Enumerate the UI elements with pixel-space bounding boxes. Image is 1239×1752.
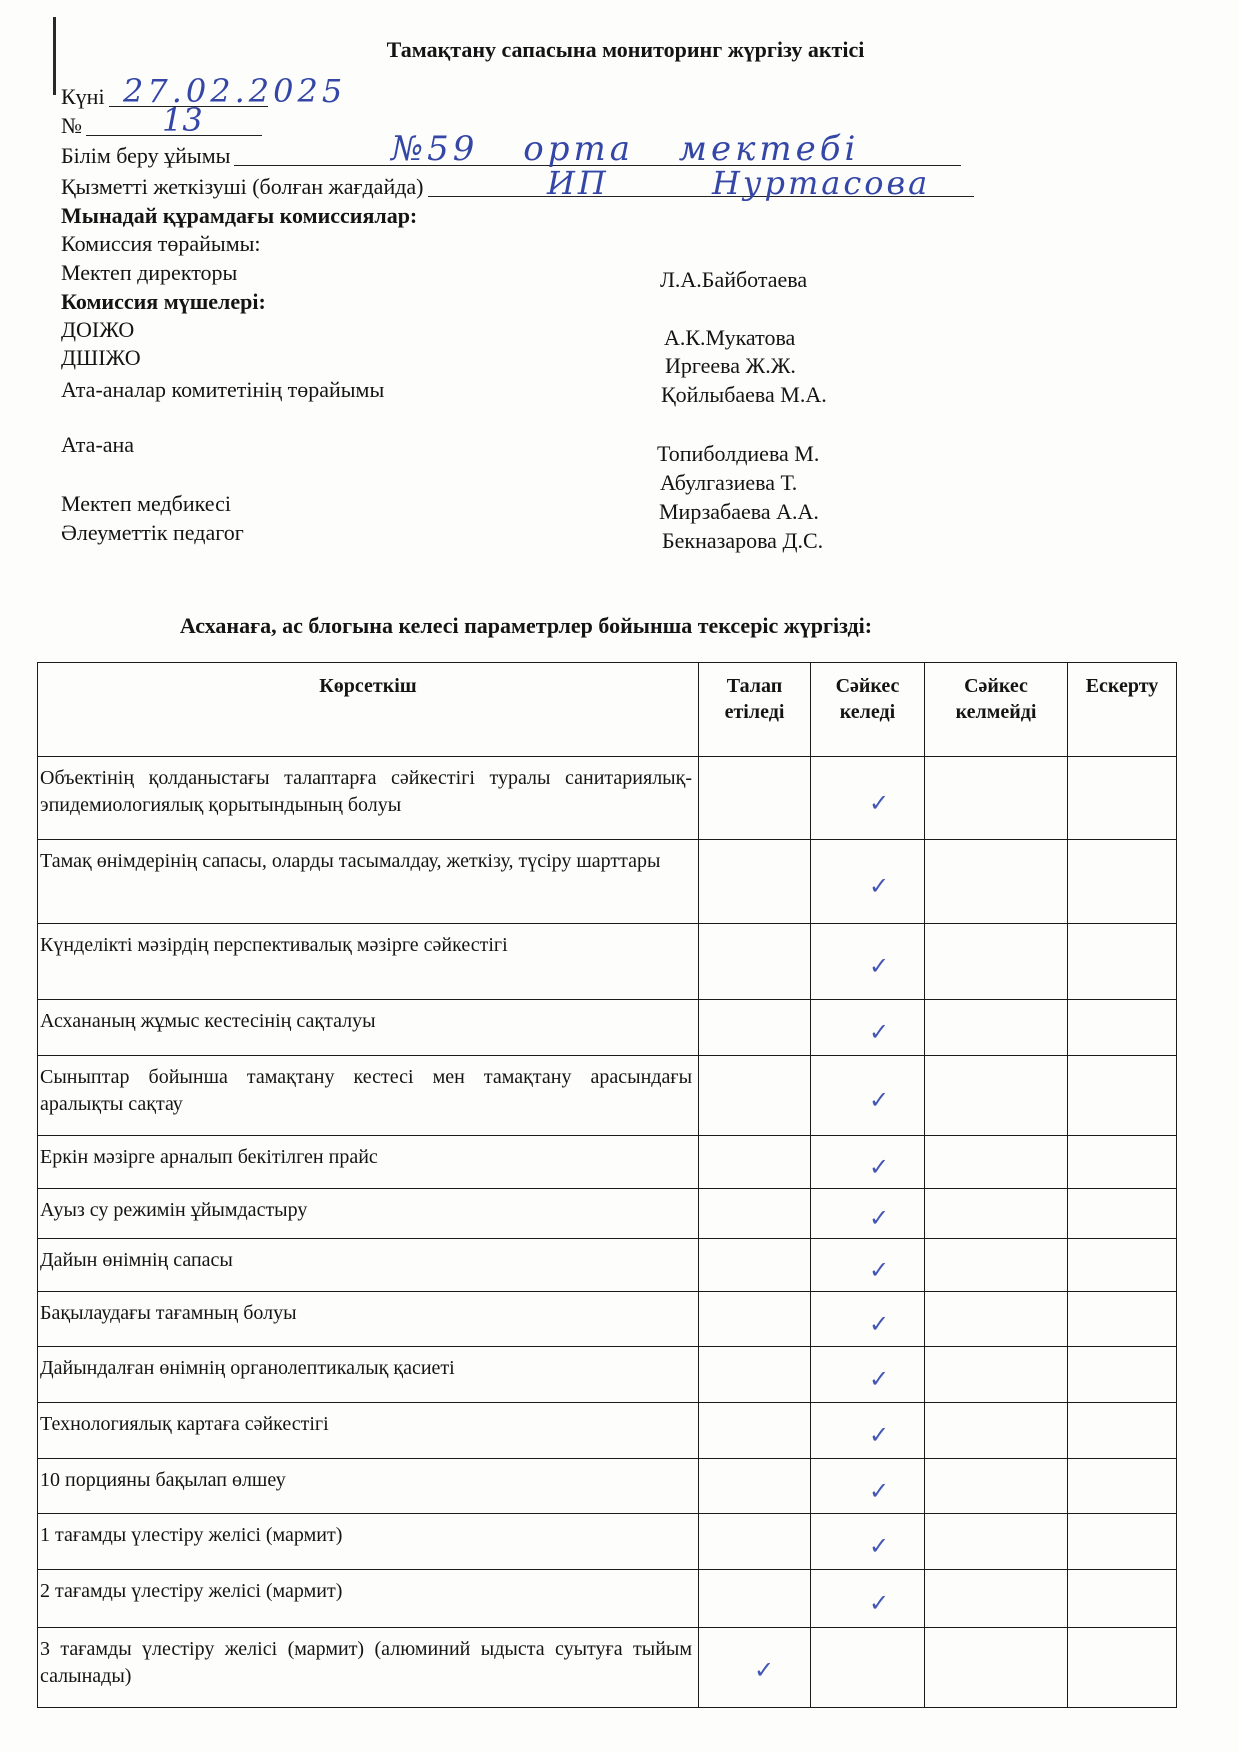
inspection-heading: Асханаға, ас блогына келесі параметрлер бойынша тексеріс жүргізді: bbox=[179, 613, 873, 638]
note-cell bbox=[1068, 840, 1177, 924]
not-complies-check-cell bbox=[925, 757, 1068, 840]
not-complies-check-cell bbox=[925, 1239, 1068, 1292]
required-check-cell: ✓ bbox=[699, 1628, 811, 1708]
complies-check-cell: ✓ bbox=[811, 1570, 925, 1628]
indicator-cell: Объектінің қолданыстағы талаптарға сәйкестігі туралы санитариялық-эпидемиологиялық қорытындының болуы bbox=[38, 757, 699, 840]
note-cell bbox=[1068, 1189, 1177, 1239]
complies-check-cell: ✓ bbox=[811, 1136, 925, 1189]
not-complies-check-cell bbox=[925, 924, 1068, 1000]
table-row bbox=[38, 1000, 1177, 1056]
indicator-cell: Күнделікті мәзірдің перспективалық мәзірге сәйкестігі bbox=[38, 924, 699, 1000]
table-row bbox=[38, 924, 1177, 1000]
chair-role: Мектеп директоры bbox=[61, 260, 238, 285]
not-complies-check-cell bbox=[925, 1347, 1068, 1403]
column-header-not-complies: Сәйкес келмейді bbox=[925, 663, 1068, 757]
indicator-cell: Ауыз су режимін ұйымдастыру bbox=[38, 1189, 699, 1239]
table-row bbox=[38, 1239, 1177, 1292]
indicator-cell: Дайындалған өнімнің органолептикалық қасиеті bbox=[38, 1347, 699, 1403]
commission-chair-heading: Комиссия төрайымы: bbox=[61, 231, 261, 256]
not-complies-check-cell bbox=[925, 1459, 1068, 1514]
complies-check-cell: ✓ bbox=[811, 1459, 925, 1514]
commission-heading: Мынадай құрамдағы комиссиялар: bbox=[61, 203, 418, 228]
number-handwritten-value: 13 bbox=[162, 101, 203, 139]
indicator-cell: Тамақ өнімдерінің сапасы, оларды тасымалдау, жеткізу, түсіру шарттары bbox=[38, 840, 699, 924]
member-role: Ата-ана bbox=[61, 432, 135, 457]
table-row bbox=[38, 1403, 1177, 1459]
note-cell bbox=[1068, 1628, 1177, 1708]
table-row bbox=[38, 1292, 1177, 1347]
table-row bbox=[38, 1056, 1177, 1136]
required-check-cell bbox=[699, 924, 811, 1000]
indicator-cell: Бақылаудағы тағамның болуы bbox=[38, 1292, 699, 1347]
indicator-cell: 2 тағамды үлестіру желісі (мармит) bbox=[38, 1570, 699, 1628]
number-field bbox=[61, 101, 262, 140]
column-header-note: Ескерту bbox=[1068, 663, 1177, 757]
member-name: Бекназарова Д.С. bbox=[662, 528, 824, 553]
member-role: ДОІЖО bbox=[61, 317, 135, 342]
note-cell bbox=[1068, 1570, 1177, 1628]
member-role: ДШІЖО bbox=[61, 345, 141, 370]
members-heading: Комиссия мүшелері: bbox=[61, 289, 266, 314]
indicator-cell: Сыныптар бойынша тамақтану кестесі мен тамақтану арасындағы аралықты сақтау bbox=[38, 1056, 699, 1136]
indicator-cell: Дайын өнімнің сапасы bbox=[38, 1239, 699, 1292]
not-complies-check-cell bbox=[925, 1136, 1068, 1189]
not-complies-check-cell bbox=[925, 840, 1068, 924]
table-body bbox=[38, 757, 1177, 1708]
required-check-cell bbox=[699, 1000, 811, 1056]
member-name: Мирзабаева А.А. bbox=[659, 499, 819, 524]
note-cell bbox=[1068, 1239, 1177, 1292]
not-complies-check-cell bbox=[925, 1056, 1068, 1136]
note-cell bbox=[1068, 1459, 1177, 1514]
supplier-label: Қызметті жеткізуші (болған жағдайда) bbox=[61, 174, 424, 199]
required-check-cell bbox=[699, 840, 811, 924]
date-handwritten-value: 27.02.2025 bbox=[123, 72, 347, 110]
required-check-cell bbox=[699, 1347, 811, 1403]
complies-check-cell: ✓ bbox=[811, 1189, 925, 1239]
required-check-cell bbox=[699, 1189, 811, 1239]
not-complies-check-cell bbox=[925, 1570, 1068, 1628]
member-name: Қойлыбаева М.А. bbox=[661, 382, 827, 407]
note-cell bbox=[1068, 1000, 1177, 1056]
indicator-cell: Еркін мәзірге арналып бекітілген прайс bbox=[38, 1136, 699, 1189]
supplier-field bbox=[61, 164, 974, 202]
note-cell bbox=[1068, 1056, 1177, 1136]
complies-check-cell: ✓ bbox=[811, 757, 925, 840]
note-cell bbox=[1068, 1292, 1177, 1347]
not-complies-check-cell bbox=[925, 1628, 1068, 1708]
member-role: Әлеуметтік педагог bbox=[61, 520, 244, 545]
complies-check-cell: ✓ bbox=[811, 1403, 925, 1459]
column-header-required: Талап етіледі bbox=[699, 663, 811, 757]
table-header-row bbox=[38, 663, 1177, 757]
not-complies-check-cell bbox=[925, 1403, 1068, 1459]
not-complies-check-cell bbox=[925, 1514, 1068, 1570]
complies-check-cell: ✓ bbox=[811, 924, 925, 1000]
complies-check-cell: ✓ bbox=[811, 1239, 925, 1292]
table-header bbox=[38, 663, 1177, 757]
required-check-cell bbox=[699, 1136, 811, 1189]
note-cell bbox=[1068, 1514, 1177, 1570]
table-row bbox=[38, 1189, 1177, 1239]
indicator-cell: 1 тағамды үлестіру желісі (мармит) bbox=[38, 1514, 699, 1570]
member-name: А.К.Мукатова bbox=[664, 325, 796, 350]
required-check-cell bbox=[699, 1056, 811, 1136]
complies-check-cell: ✓ bbox=[811, 1514, 925, 1570]
note-cell bbox=[1068, 924, 1177, 1000]
note-cell bbox=[1068, 1136, 1177, 1189]
required-check-cell bbox=[699, 1570, 811, 1628]
required-check-cell bbox=[699, 1403, 811, 1459]
complies-check-cell: ✓ bbox=[811, 1292, 925, 1347]
table-row bbox=[38, 1136, 1177, 1189]
indicator-cell: 10 порцияны бақылап өлшеу bbox=[38, 1459, 699, 1514]
required-check-cell bbox=[699, 1239, 811, 1292]
complies-check-cell: ✓ bbox=[811, 1056, 925, 1136]
member-name: Абулгазиева Т. bbox=[660, 470, 798, 495]
member-name: Топиболдиева М. bbox=[657, 441, 820, 466]
number-label: № bbox=[61, 113, 82, 138]
table-row bbox=[38, 840, 1177, 924]
required-check-cell bbox=[699, 1459, 811, 1514]
organization-label: Білім беру ұйымы bbox=[61, 143, 231, 168]
member-role: Мектеп медбикесі bbox=[61, 491, 231, 516]
organization-handwritten-value: №59 орта мектебі bbox=[391, 129, 860, 169]
note-cell bbox=[1068, 1347, 1177, 1403]
not-complies-check-cell bbox=[925, 1000, 1068, 1056]
date-label: Күні bbox=[61, 84, 105, 109]
required-check-cell bbox=[699, 1514, 811, 1570]
column-header-indicator: Көрсеткіш bbox=[38, 663, 699, 757]
column-header-complies: Сәйкес келеді bbox=[811, 663, 925, 757]
complies-check-cell: ✓ bbox=[811, 1000, 925, 1056]
indicator-cell: Технологиялық картаға сәйкестігі bbox=[38, 1403, 699, 1459]
table-row bbox=[38, 1570, 1177, 1628]
complies-check-cell: ✓ bbox=[811, 1347, 925, 1403]
table-row bbox=[38, 1628, 1177, 1708]
inspection-table bbox=[37, 662, 1177, 1708]
not-complies-check-cell bbox=[925, 1189, 1068, 1239]
note-cell bbox=[1068, 1403, 1177, 1459]
indicator-cell: 3 тағамды үлестіру желісі (мармит) (алюминий ыдыста суытуға тыйым салынады) bbox=[38, 1628, 699, 1708]
not-complies-check-cell bbox=[925, 1292, 1068, 1347]
complies-check-cell bbox=[811, 1628, 925, 1708]
supplier-handwritten-value: ИП Нуртасова bbox=[547, 164, 931, 202]
member-role: Ата-аналар комитетінің төрайымы bbox=[61, 377, 385, 402]
chair-name: Л.А.Байботаева bbox=[660, 267, 808, 292]
table-row bbox=[38, 1459, 1177, 1514]
note-cell bbox=[1068, 757, 1177, 840]
required-check-cell bbox=[699, 757, 811, 840]
document-title: Тамақтану сапасына мониторинг жүргізу актісі bbox=[386, 37, 865, 62]
table-row bbox=[38, 757, 1177, 840]
complies-check-cell: ✓ bbox=[811, 840, 925, 924]
table-row bbox=[38, 1347, 1177, 1403]
indicator-cell: Асхананың жұмыс кестесінің сақталуы bbox=[38, 1000, 699, 1056]
member-name: Иргеева Ж.Ж. bbox=[665, 353, 796, 378]
table-row bbox=[38, 1514, 1177, 1570]
required-check-cell bbox=[699, 1292, 811, 1347]
